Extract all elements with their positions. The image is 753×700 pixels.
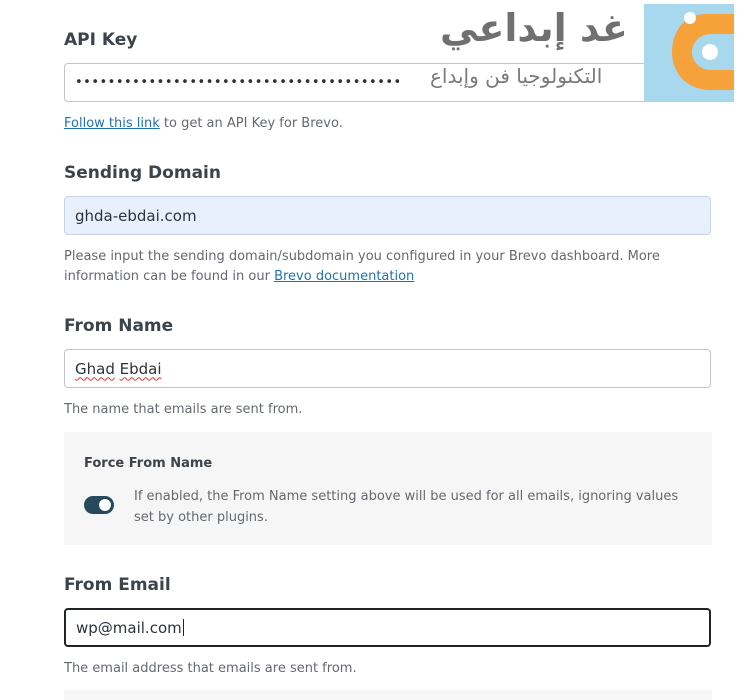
from-name-word-2: Ebdai [119,359,162,378]
api-key-help-link[interactable]: Follow this link [64,116,160,131]
sending-domain-help-text: Please input the sending domain/subdomain you configured in your Brevo dashboard. More information can be found in our [64,249,660,284]
from-name-help: The name that emails are sent from. [64,402,303,417]
from-email-value: wp@mail.com [76,618,182,637]
from-email-field[interactable] [64,608,711,647]
api-key-help-text: to get an API Key for Brevo. [159,116,343,131]
watermark-main-text: غد إبداعي [440,6,628,50]
toggle-knob [99,499,111,511]
brevo-documentation-link[interactable]: Brevo documentation [274,269,415,284]
api-key-label: API Key [64,30,138,50]
api-key-help [64,114,724,134]
force-from-name-panel [64,432,712,545]
api-key-value: •••••••••••••••••••••••••••••••••••••••• [75,75,402,90]
watermark-logo-icon [644,4,734,102]
force-from-name-title: Force From Name [84,456,213,471]
from-email-help: The email address that emails are sent from. [64,661,357,676]
sending-domain-value: ghda-ebdai.com [75,206,197,225]
from-name-word-1: Ghad [75,359,115,378]
api-key-field[interactable] [64,63,711,102]
force-from-name-toggle[interactable] [84,496,114,514]
sending-domain-help [64,247,724,287]
next-panel-edge [64,690,712,700]
sending-domain-field[interactable] [64,196,711,235]
force-from-name-description: If enabled, the From Name setting above will be used for all emails, ignoring values set by other plugins. [134,489,679,525]
watermark-sub-text: التكنولوجيا فن وإبداع [430,64,603,88]
from-name-label: From Name [64,316,174,336]
from-name-field[interactable] [64,349,711,388]
sending-domain-label: Sending Domain [64,163,221,183]
text-caret [183,619,184,636]
from-email-label: From Email [64,575,171,595]
